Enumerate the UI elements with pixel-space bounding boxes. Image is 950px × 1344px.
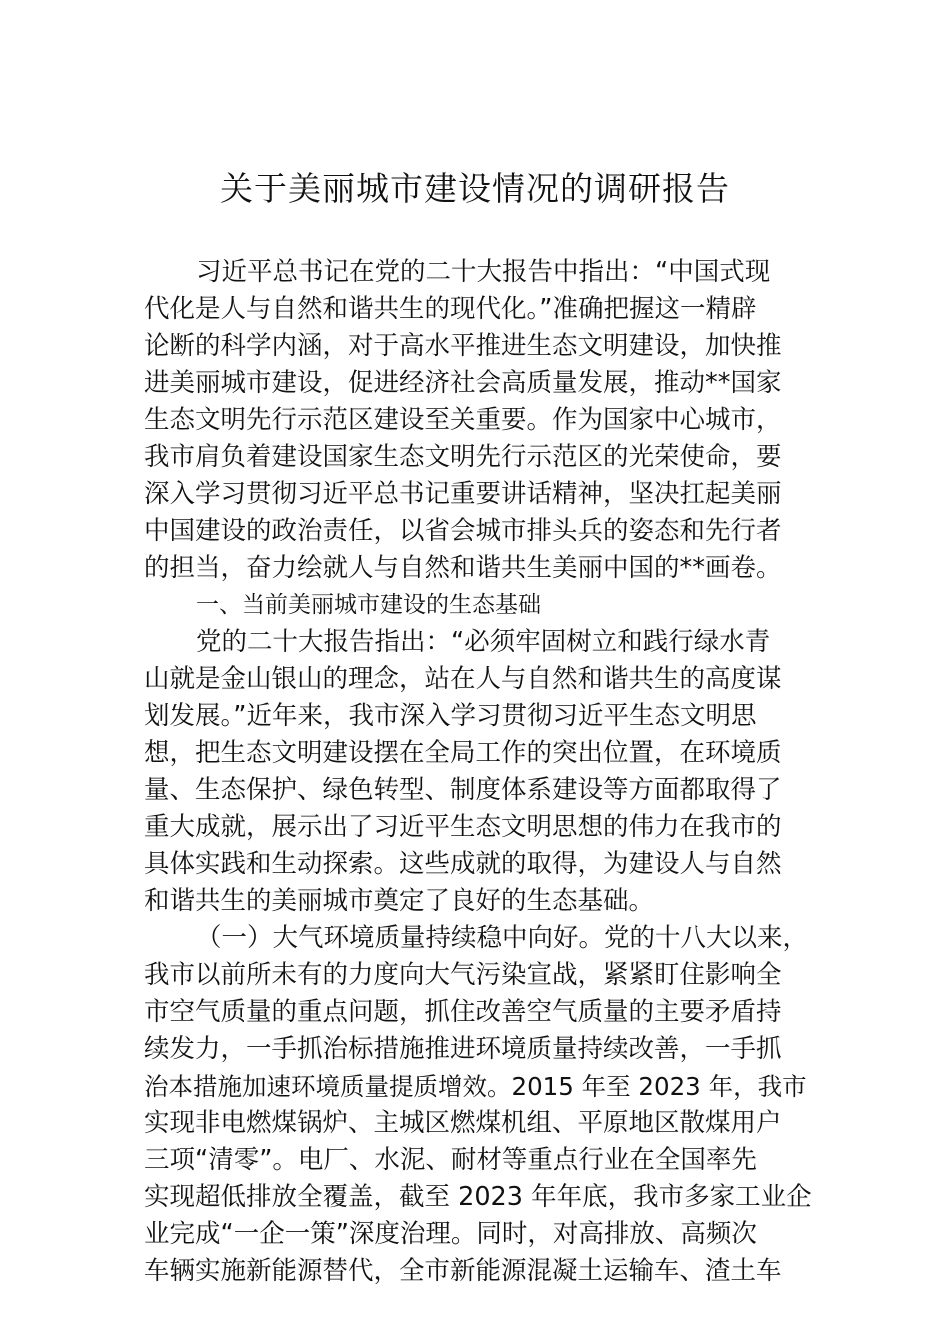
paragraph-line: 代化是人与自然和谐共生的现代化。”准确把握这一精辟 [144, 294, 757, 324]
paragraph-line: 市空气质量的重点问题，抓住改善空气质量的主要矛盾持 [144, 997, 782, 1027]
paragraph-line: 量、生态保护、绿色转型、制度体系建设等方面都取得了 [144, 775, 782, 805]
paragraph-line: 实现超低排放全覆盖，截至 2023 年年底，我市多家工业企 [144, 1182, 812, 1212]
paragraph-line: 业完成“一企一策”深度治理。同时，对高排放、高频次 [144, 1219, 757, 1249]
document-body [144, 254, 814, 1290]
paragraph-line: 的担当，奋力绘就人与自然和谐共生美丽中国的**画卷。 [144, 553, 782, 583]
paragraph-line: 党的二十大报告指出：“必须牢固树立和践行绿水青 [196, 627, 771, 657]
paragraph-line: 生态文明先行示范区建设至关重要。作为国家中心城市， [144, 405, 782, 435]
paragraph-line: 我市以前所未有的力度向大气污染宣战，紧紧盯住影响全 [144, 960, 782, 990]
paragraph-line: 续发力，一手抓治标措施推进环境质量持续改善，一手抓 [144, 1034, 782, 1064]
paragraph-line: 车辆实施新能源替代，全市新能源混凝土运输车、渣土车 [144, 1256, 782, 1286]
paragraph-line: 山就是金山银山的理念，站在人与自然和谐共生的高度谋 [144, 664, 782, 694]
paragraph-line: 进美丽城市建设，促进经济社会高质量发展，推动**国家 [144, 368, 782, 398]
paragraph-line: 实现非电燃煤锅炉、主城区燃煤机组、平原地区散煤用户 [144, 1108, 782, 1138]
paragraph-line: 论断的科学内涵，对于高水平推进生态文明建设，加快推 [144, 331, 782, 361]
paragraph-line: （一）大气环境质量持续稳中向好。党的十八大以来， [196, 923, 809, 953]
paragraph-line: 具体实践和生动探索。这些成就的取得，为建设人与自然 [144, 849, 782, 879]
paragraph-line: 和谐共生的美丽城市奠定了良好的生态基础。 [144, 886, 655, 916]
paragraph-line: 中国建设的政治责任，以省会城市排头兵的姿态和先行者 [144, 516, 782, 546]
paragraph-line: 我市肩负着建设国家生态文明先行示范区的光荣使命，要 [144, 442, 782, 472]
document-title: 关于美丽城市建设情况的调研报告 [220, 169, 730, 208]
paragraph-line: 想，把生态文明建设摆在全局工作的突出位置，在环境质 [144, 738, 782, 768]
paragraph-line: 深入学习贯彻习近平总书记重要讲话精神，坚决扛起美丽 [144, 479, 782, 509]
paragraph-line: 习近平总书记在党的二十大报告中指出：“中国式现 [196, 257, 771, 287]
section-heading: 一、当前美丽城市建设的生态基础 [196, 592, 541, 618]
paragraph-line: 重大成就，展示出了习近平生态文明思想的伟力在我市的 [144, 812, 782, 842]
paragraph-line: 治本措施加速环境质量提质增效。2015 年至 2023 年，我市 [144, 1072, 807, 1101]
paragraph-line: 三项“清零”。电厂、水泥、耐材等重点行业在全国率先 [144, 1145, 757, 1175]
paragraph-line: 划发展。”近年来，我市深入学习贯彻习近平生态文明思 [144, 701, 757, 731]
